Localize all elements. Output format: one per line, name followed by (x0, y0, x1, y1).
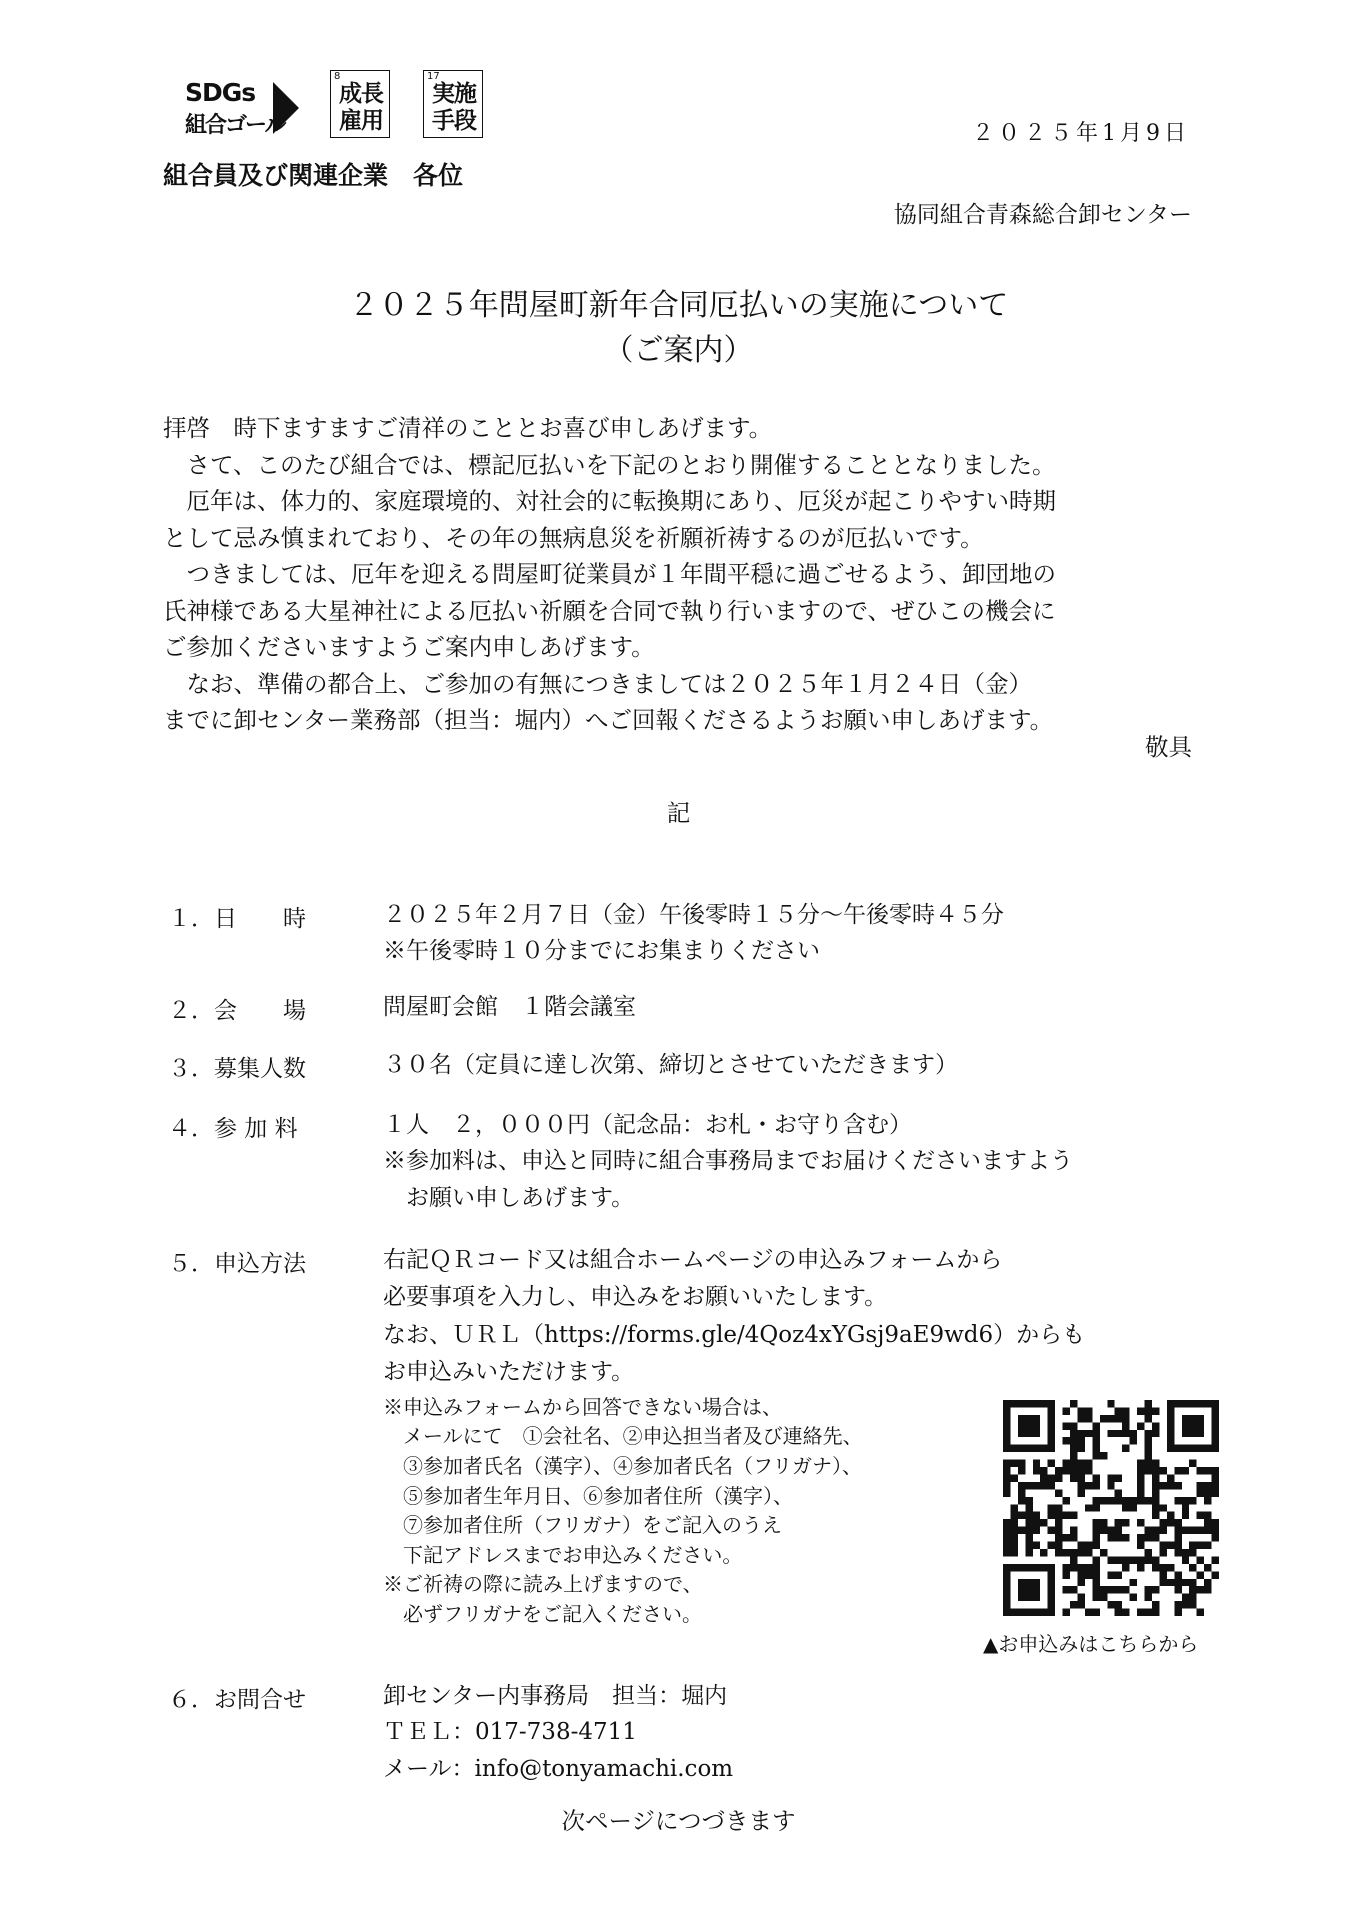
closing: 敬具 (1145, 733, 1192, 761)
item-apply-line: お申込みいただけます。 (383, 1359, 635, 1385)
item-apply-note: ③参加者氏名（漢字）、④参加者氏名（フリガナ）、 (383, 1454, 862, 1478)
item-venue-label: ２．会 場 (168, 998, 306, 1024)
item-fee-note: お願い申しあげます。 (383, 1185, 635, 1211)
item-datetime-label: １．日 時 (168, 906, 306, 932)
item-fee-label: ４．参 加 料 (168, 1116, 298, 1142)
qr-caption: ▲お申込みはこちらから (983, 1632, 1199, 1656)
sdgs-logo-text: SDGs (185, 78, 256, 107)
document-subtitle: （ご案内） (603, 333, 754, 368)
arrow-icon (273, 82, 299, 134)
body-line: として忌み慎まれており、その年の無病息災を祈願祈祷するのが厄払いです。 (163, 523, 984, 552)
item-apply-note: ⑤参加者生年月日、⑥参加者住所（漢字）、 (383, 1484, 793, 1508)
item-fee-value: １人 ２，０００円（記念品：お札・お守り含む） (383, 1112, 912, 1138)
sdg-goal-17-badge (423, 70, 483, 138)
document-date: ２０２５年1月9日 (972, 121, 1190, 146)
item-apply-line: 必要事項を入力し、申込みをお願いいたします。 (383, 1284, 888, 1310)
body-line: ご参加くださいますようご案内申しあげます。 (163, 633, 655, 661)
recipients: 組合員及び関連企業 各位 (163, 161, 464, 190)
item-contact-office: 卸センター内事務局 担当：堀内 (383, 1683, 728, 1709)
body-text (163, 410, 1193, 739)
body-line: さて、このたび組合では、標記厄払いを下記のとおり開催することとなりました。 (163, 450, 1056, 479)
body-line: なお、準備の都合上、ご参加の有無につきましては２０２５年１月２４日（金） (163, 669, 1033, 698)
body-line: 厄年は、体力的、家庭環境的、対社会的に転換期にあり、厄災が起こりやすい時期 (163, 487, 1056, 515)
item-capacity-label: ３．募集人数 (168, 1056, 306, 1082)
item-contact-mail[interactable]: メール：info@tonyamachi.com (383, 1756, 734, 1782)
item-datetime-value: ２０２５年２月７日（金）午後零時１５分～午後零時４５分 (383, 902, 1004, 928)
goal-text: 実施手段 (432, 81, 476, 134)
goal-text: 成長雇用 (339, 81, 383, 134)
body-line: 拝啓 時下ますますご清祥のこととお喜び申しあげます。 (163, 414, 773, 442)
body-line: までに卸センター業務部（担当：堀内）へご回報くださるようお願い申しあげます。 (163, 706, 1054, 734)
item-venue-value: 問屋町会館 １階会議室 (383, 994, 636, 1020)
goal-number: 8 (334, 71, 341, 82)
item-apply-label: ５．申込方法 (168, 1251, 306, 1277)
continued-note: 次ページにつづきます (561, 1807, 796, 1835)
goal-number: 17 (427, 71, 440, 82)
item-contact-tel: ＴＥＬ：017-738-4711 (383, 1719, 637, 1745)
item-datetime-note: ※午後零時１０分までにお集まりください (383, 938, 820, 964)
item-contact-label: ６．お問合せ (168, 1687, 306, 1713)
sdgs-logo-subtext: 組合ゴール (185, 113, 285, 138)
item-apply-note: 必ずフリガナをご記入ください。 (383, 1602, 702, 1626)
body-line: 氏神様である大星神社による厄払い祈願を合同で執り行いますので、ぜひこの機会に (163, 596, 1056, 625)
sdg-goal-8-badge (330, 70, 390, 138)
item-apply-note: 下記アドレスまでお申込みください。 (383, 1543, 743, 1567)
sdgs-logo (185, 78, 305, 136)
item-apply-note: ※ご祈祷の際に読み上げますので、 (383, 1572, 703, 1596)
item-apply-note: ⑦参加者住所（フリガナ）をご記入のうえ (383, 1513, 782, 1537)
item-apply-line: 右記ＱＲコード又は組合ホームページの申込みフォームから (383, 1247, 1003, 1273)
body-line: つきましては、厄年を迎える問屋町従業員が１年間平穏に過ごせるよう、卸団地の (163, 560, 1056, 588)
qr-code[interactable] (1003, 1400, 1219, 1616)
item-capacity-value: ３０名（定員に達し次第、締切とさせていただきます） (383, 1052, 958, 1078)
ki-heading: 記 (666, 799, 691, 827)
item-apply-line: なお、ＵＲＬ（https://forms.gle/4Qoz4xYGsj9aE9wd6）からも (383, 1322, 1086, 1348)
item-fee-note: ※参加料は、申込と同時に組合事務局までお届けくださいますよう (383, 1148, 1073, 1174)
item-apply-note: ※申込みフォームから回答できない場合は、 (383, 1395, 782, 1419)
item-apply-note: メールにて ①会社名、②申込担当者及び連絡先、 (383, 1424, 863, 1448)
sender: 協同組合青森総合卸センター (893, 202, 1192, 228)
document-title: ２０２５年問屋町新年合同厄払いの実施について (348, 288, 1009, 323)
